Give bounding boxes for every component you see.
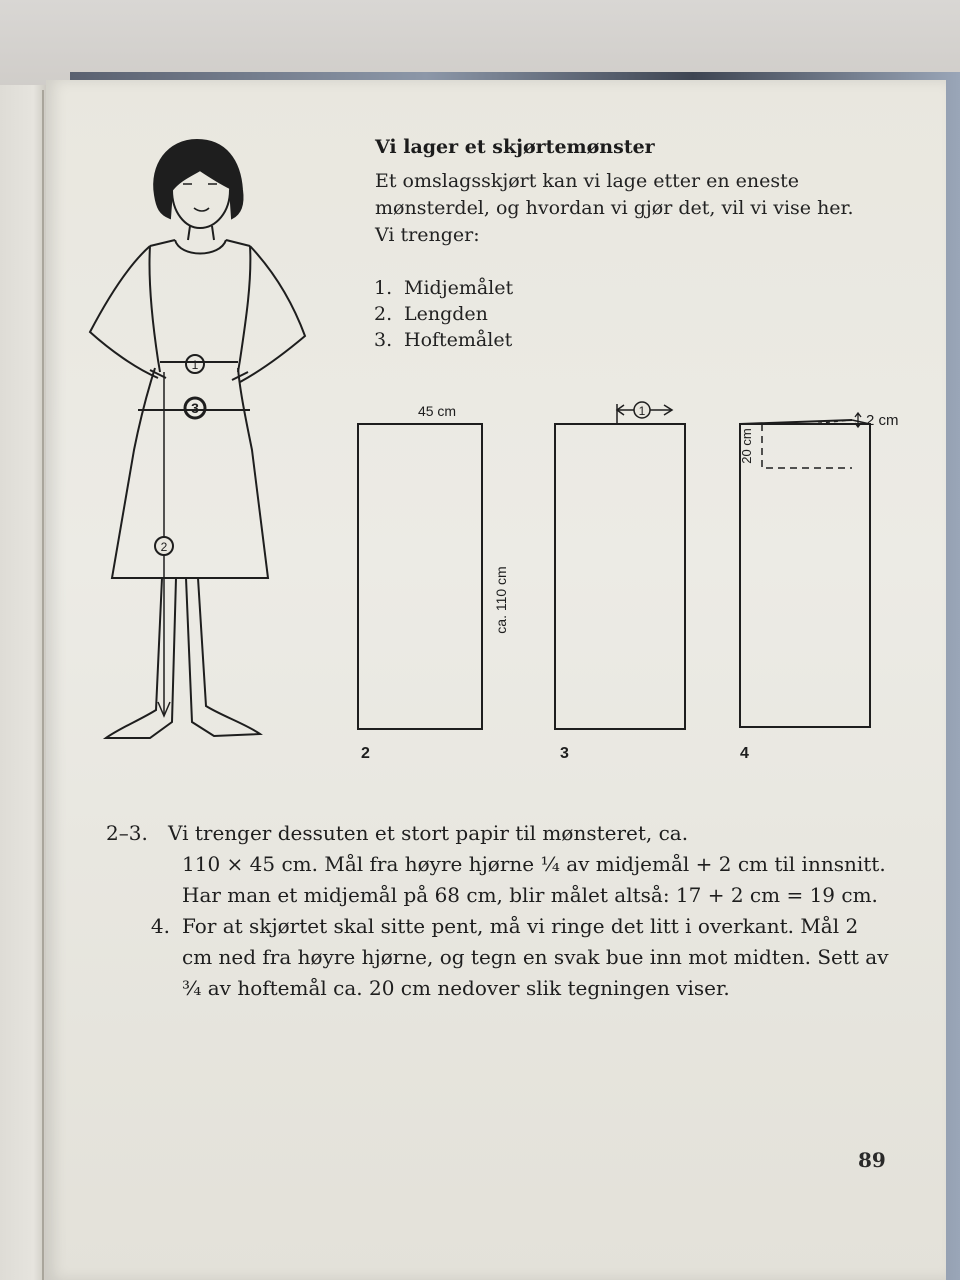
list-item: 1. Midjemålet xyxy=(374,277,514,299)
pattern-panel-3 xyxy=(555,402,685,762)
page-number: 89 xyxy=(858,1148,886,1172)
panel-4-side-label: 20 cm xyxy=(739,428,754,464)
panel-2-width-label: 45 cm xyxy=(417,403,457,419)
marker-1-label: 1 xyxy=(191,358,199,372)
panel-3-number: 3 xyxy=(560,745,569,762)
pattern-panel-4 xyxy=(739,412,899,762)
page-heading: Vi lager et skjørtemønster xyxy=(375,136,655,158)
pattern-panel-2 xyxy=(358,403,509,762)
intro-text: Et omslagsskjørt kan vi lage etter en eneste mønsterdel, og hvordan vi gjør det, vil vi vise her. Vi trenger: xyxy=(375,170,854,246)
marker-2-label: 2 xyxy=(160,540,168,554)
panel-2-length-label: ca. 110 cm xyxy=(493,566,509,634)
panel-2-number: 2 xyxy=(361,745,370,762)
marker-3-label: 3 xyxy=(191,400,199,416)
panel-4-top-label: 2 cm xyxy=(866,412,899,429)
woman-figure-illustration xyxy=(90,140,305,738)
paragraph-text: 110 × 45 cm. Mål fra høyre hjørne ¼ av midjemål + 2 cm til innsnitt. Har man et midjemål på 68 cm, blir målet altså: 17 + 2 cm = 19 cm. xyxy=(182,852,886,907)
instructions xyxy=(106,818,890,1004)
list-item: 3. Hoftemålet xyxy=(374,329,513,351)
list-item: 2. Lengden xyxy=(374,303,488,325)
paragraph-number: 4. xyxy=(150,914,170,938)
panel-3-marker-label: 1 xyxy=(638,404,646,418)
paragraph-number: 2–3. xyxy=(106,821,148,845)
panel-4-number: 4 xyxy=(740,745,749,762)
paragraph-text-line1: Vi trenger dessuten et stort papir til mønsteret, ca. xyxy=(168,821,689,845)
paragraph-2-3 xyxy=(106,818,890,911)
paragraph-text: For at skjørtet skal sitte pent, må vi ringe det litt i overkant. Mål 2 cm ned fra høyre hjørne, og tegn en svak bue inn mot midten. Sett av ¾ av hoftemål ca. 20 cm nedover slik tegningen viser. xyxy=(182,914,889,1000)
paragraph-4 xyxy=(110,911,890,1004)
